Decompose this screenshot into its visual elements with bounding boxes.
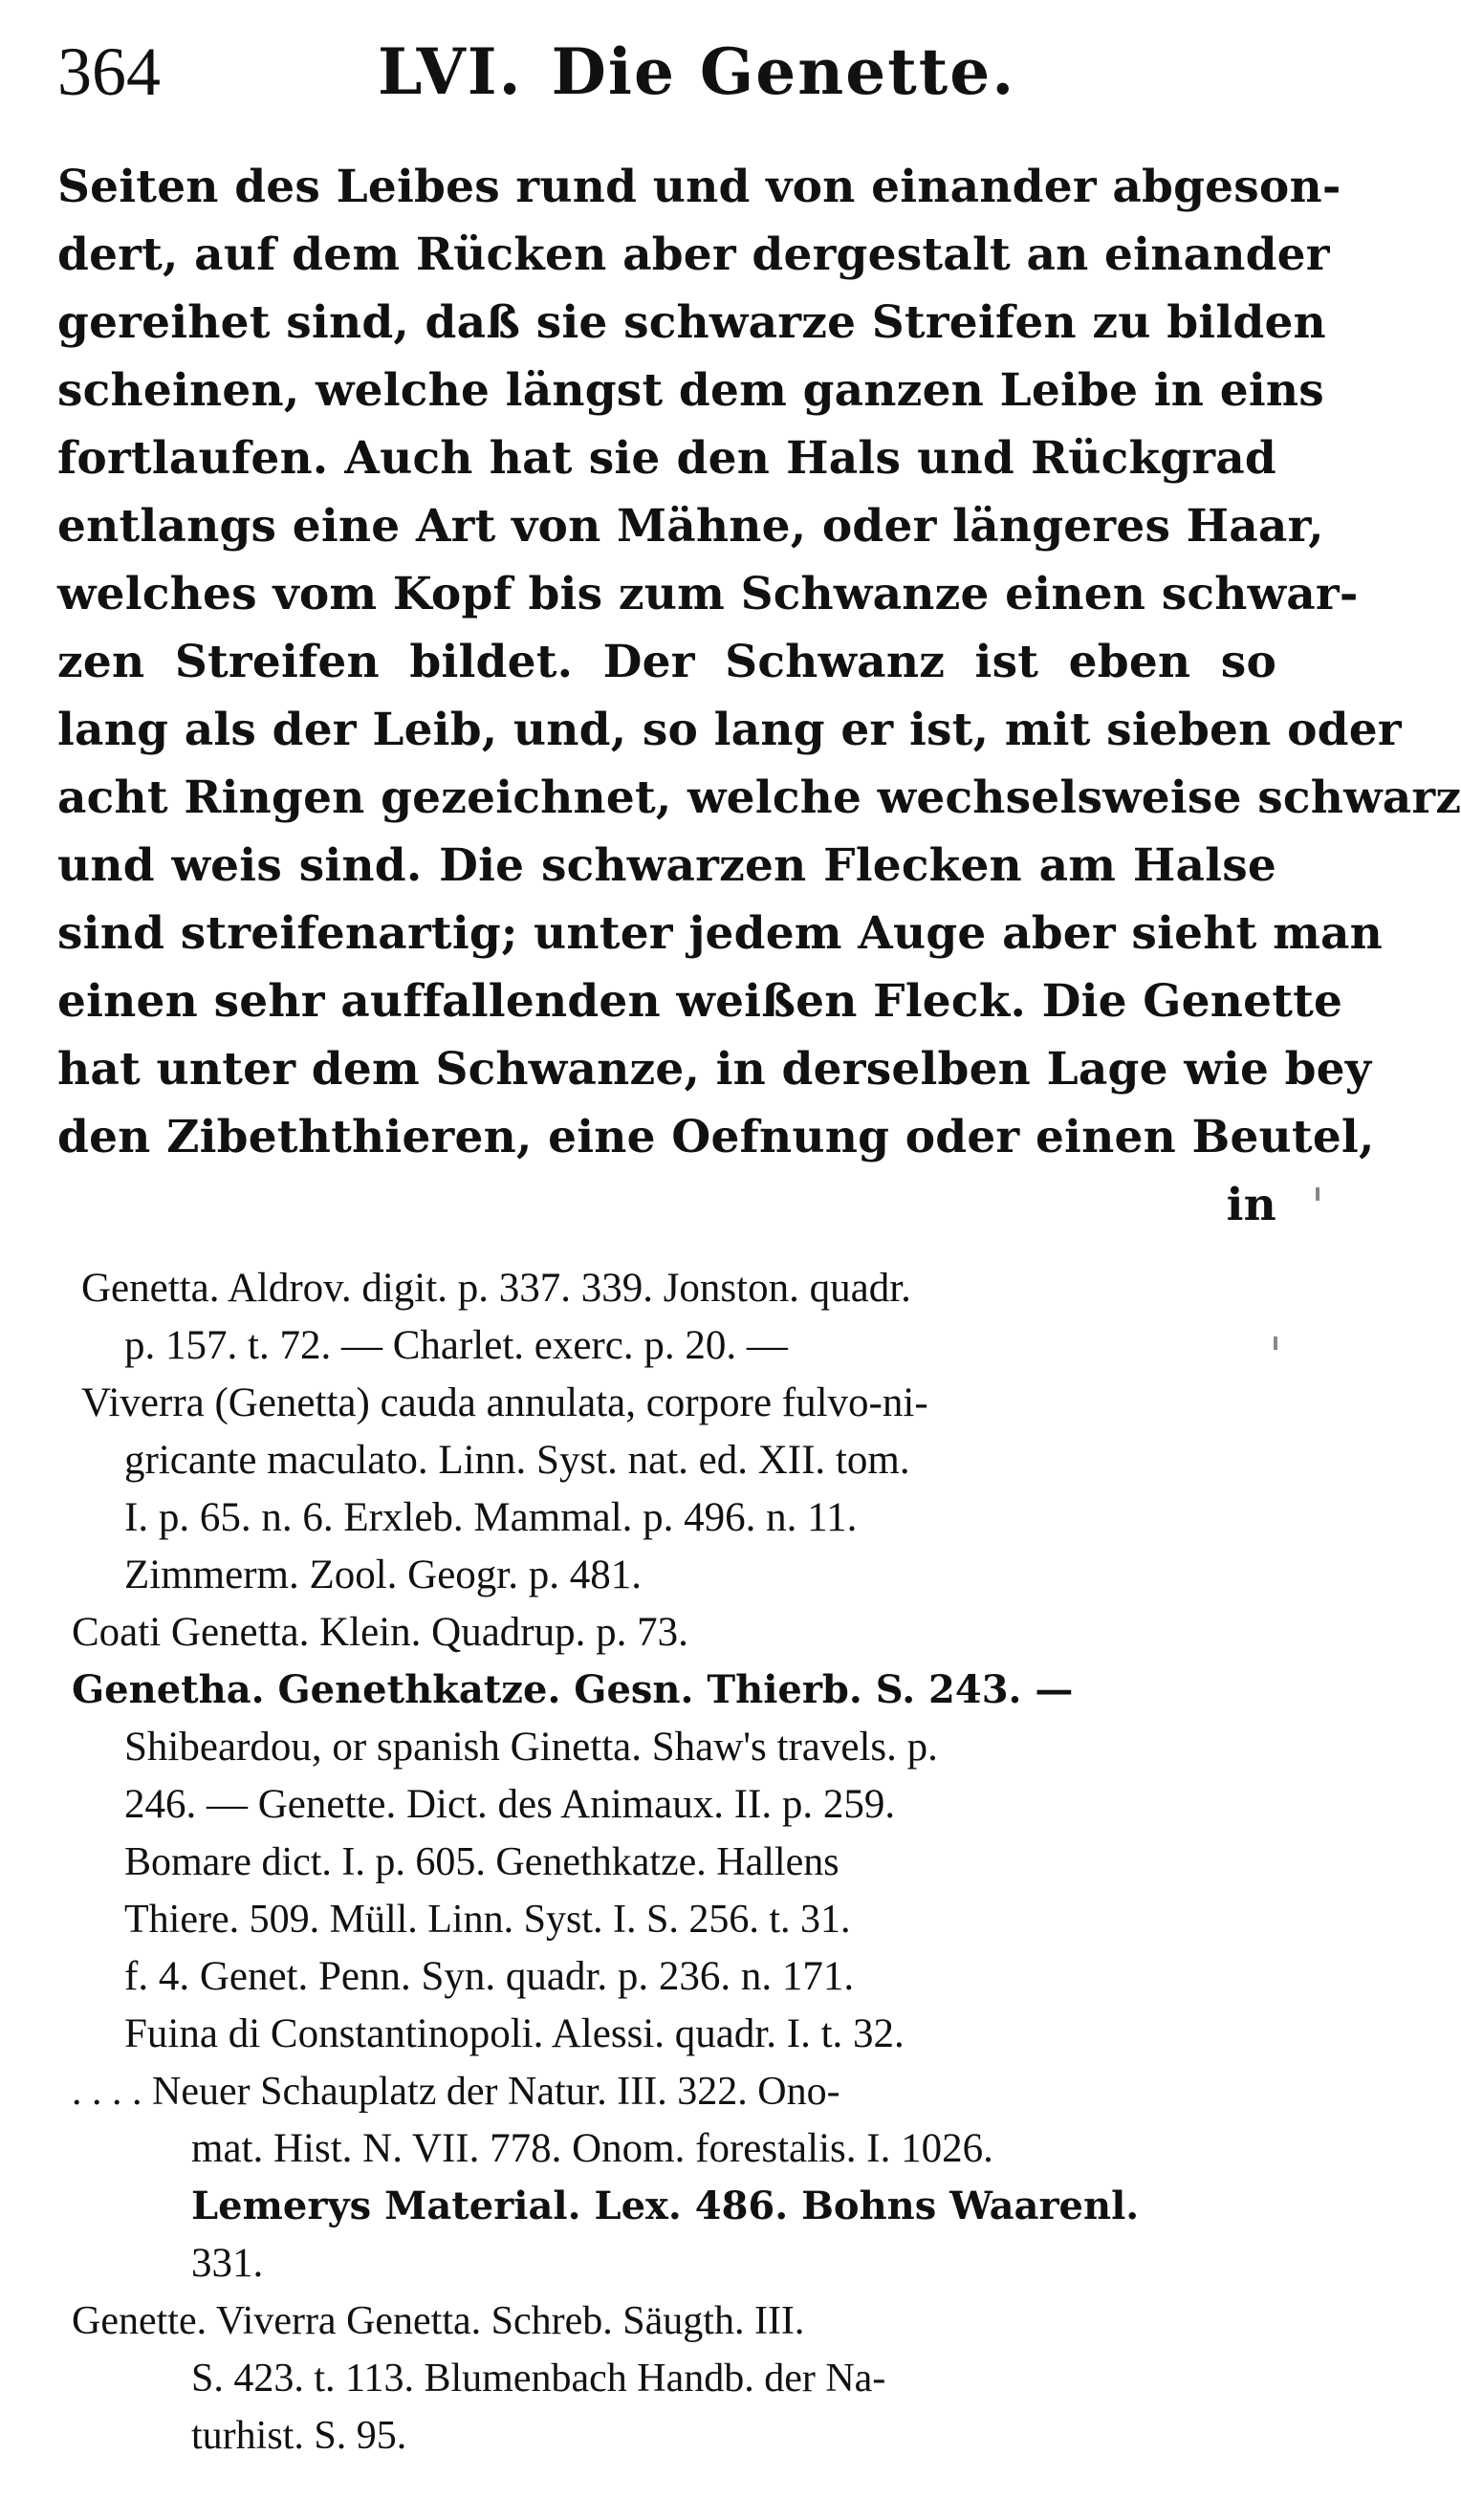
text-line: sind streifenartig; unter jedem Auge aber sieht man: [57, 907, 1384, 960]
text-line: lang als der Leib, und, so lang er ist, mit sieben oder: [57, 704, 1402, 756]
footnote-line: Zimmerm. Zool. Geogr. p. 481.: [124, 1553, 643, 1597]
text-line: und weis sind. Die schwarzen Flecken am Halse: [57, 839, 1276, 892]
footnote-line: 246. — Genette. Dict. des Animaux. II. p. 259.: [124, 1782, 896, 1827]
chapter-heading: [378, 29, 1015, 115]
text-line: einen sehr auffallenden weißen Fleck. Die Genette: [57, 975, 1343, 1028]
chapter-numeral: LVI.: [378, 34, 523, 109]
footnote-line: Genetha. Genethkatze. Gesn. Thierb. S. 243. —: [72, 1667, 1074, 1712]
text-line: Seiten des Leibes rund und von einander abgeson-: [57, 161, 1341, 213]
footnote-line: Viverra (Genetta) cauda annulata, corpore fulvo-ni-: [81, 1380, 928, 1425]
main-text: [57, 153, 1461, 1239]
margin-mark: [1316, 1187, 1319, 1201]
footnote-line: . . . . Neuer Schauplatz der Natur. III. 322. Ono-: [72, 2070, 840, 2114]
footnote-line: p. 157. t. 72. — Charlet. exerc. p. 20. —: [124, 1323, 788, 1368]
footnote-line: Genette. Viverra Genetta. Schreb. Säugth. III.: [72, 2299, 805, 2343]
text-line: scheinen, welche längst dem ganzen Leibe in eins: [57, 364, 1324, 417]
footnote-line: I. p. 65. n. 6. Erxleb. Mammal. p. 496. n. 11.: [124, 1495, 858, 1540]
text-line: gereihet sind, daß sie schwarze Streifen zu bilden: [57, 296, 1326, 349]
text-line: den Zibeththieren, eine Oefnung oder einen Beutel,: [57, 1111, 1375, 1163]
footnote-line: Fuina di Constantinopoli. Alessi. quadr. I. t. 32.: [124, 2011, 905, 2056]
text-line: hat unter dem Schwanze, in derselben Lage wie bey: [57, 1043, 1372, 1096]
footnote-line: Bomare dict. I. p. 605. Genethkatze. Hallens: [124, 1840, 840, 1884]
footnote-line: Thiere. 509. Müll. Linn. Syst. I. S. 256. t. 31.: [124, 1898, 851, 1942]
catchword: in: [1226, 1179, 1276, 1231]
footnote-line: S. 423. t. 113. Blumenbach Handb. der Na-: [191, 2357, 886, 2401]
footnote-line: Lemerys Material. Lex. 486. Bohns Waarenl.: [191, 2183, 1140, 2228]
footnote-line: f. 4. Genet. Penn. Syn. quadr. p. 236. n. 171.: [124, 1954, 855, 1999]
page-number: 364: [57, 33, 161, 110]
text-line: zen Streifen bildet. Der Schwanz ist eben so: [57, 636, 1276, 688]
footnote-line: mat. Hist. N. VII. 778. Onom. forestalis. I. 1026.: [191, 2126, 993, 2171]
footnote-line: Genetta. Aldrov. digit. p. 337. 339. Jonston. quadr.: [81, 1266, 911, 1311]
footnote-line: Coati Genetta. Klein. Quadrup. p. 73.: [72, 1610, 688, 1655]
running-header: [57, 29, 1281, 115]
footnote-line: 331.: [191, 2241, 264, 2286]
footnotes: [72, 1260, 1276, 2465]
margin-mark: [1274, 1336, 1277, 1350]
text-line: fortlaufen. Auch hat sie den Hals und Rückgrad: [57, 432, 1276, 485]
footnote-line: turhist. S. 95.: [191, 2414, 407, 2458]
text-line: welches vom Kopf bis zum Schwanze einen schwar-: [57, 568, 1359, 620]
chapter-title: Die Genette.: [551, 34, 1016, 109]
text-line: acht Ringen gezeichnet, welche wechselsweise schwarz: [57, 771, 1461, 824]
text-line: entlangs eine Art von Mähne, oder längeres Haar,: [57, 500, 1324, 553]
footnote-line: gricante maculato. Linn. Syst. nat. ed. XII. tom.: [124, 1438, 910, 1483]
text-line: dert, auf dem Rücken aber dergestalt an einander: [57, 228, 1330, 281]
footnote-line: Shibeardou, or spanish Ginetta. Shaw's travels. p.: [124, 1725, 938, 1770]
